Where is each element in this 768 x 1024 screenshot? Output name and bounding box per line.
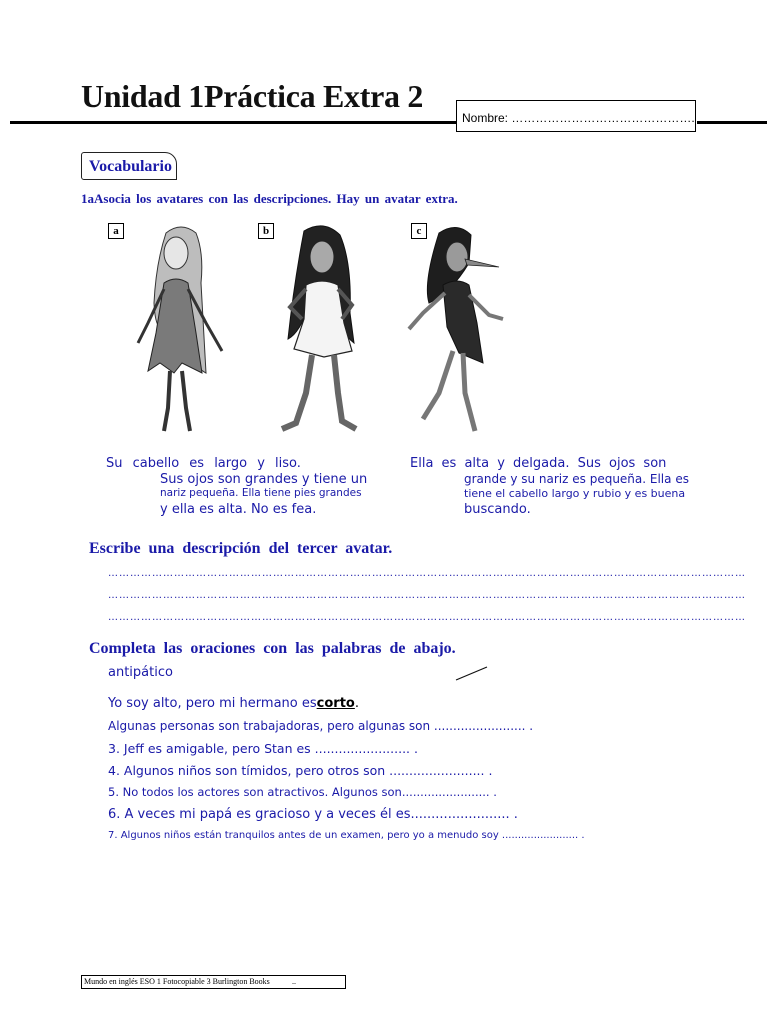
- description-right-line2: grande y su nariz es pequeña. Ella es: [464, 472, 689, 486]
- example-prefix: Yo soy alto, pero mi hermano es: [108, 696, 317, 711]
- avatar-c-illustration: [399, 223, 509, 438]
- description-right-line3: tiene el cabello largo y rubio y es buena: [464, 487, 686, 500]
- description-right-line4: buscando.: [464, 502, 531, 517]
- header-rule-right: [697, 121, 767, 124]
- section-tab-vocabulario: Vocabulario: [81, 152, 177, 180]
- sentence-2[interactable]: Algunas personas son trabajadoras, pero algunas son ........................ .: [108, 719, 534, 733]
- description-left-line1: Su cabello es largo y liso.: [106, 456, 301, 471]
- avatar-b: [258, 223, 380, 443]
- avatar-c: [411, 223, 533, 443]
- sentence-6[interactable]: 6. A veces mi papá es gracioso y a veces él es........................ .: [108, 807, 518, 822]
- sentence-4[interactable]: 4. Algunos niños son tímidos, pero otros son ........................ .: [108, 763, 493, 778]
- answer-line-2[interactable]: …………………………………………………………………………………………………………………………………………………………: [108, 590, 746, 601]
- name-field[interactable]: Nombre: ……………………………………….: [456, 100, 696, 132]
- sentence-7[interactable]: 7. Algunos niños están tranquilos antes de un examen, pero yo a menudo soy ........................ .: [108, 830, 585, 841]
- example-answer: corto: [316, 696, 355, 711]
- description-right-line1: Ella es alta y delgada. Sus ojos son: [410, 456, 667, 471]
- avatar-label-c: c: [411, 223, 427, 239]
- avatar-b-illustration: [266, 223, 376, 438]
- example-sentence: [108, 696, 359, 711]
- sentence-3[interactable]: 3. Jeff es amigable, pero Stan es ........................ .: [108, 741, 418, 756]
- answer-line-1[interactable]: …………………………………………………………………………………………………………………………………………………………: [108, 568, 746, 579]
- description-left-line3: nariz pequeña. Ella tiene pies grandes: [160, 487, 362, 499]
- description-left-line2: Sus ojos son grandes y tiene un: [160, 472, 368, 487]
- footer-text: Mundo en inglés ESO 1 Fotocopiable 3 Burlington Books: [84, 977, 270, 986]
- avatar-a: [108, 223, 230, 443]
- avatar-label-b: b: [258, 223, 274, 239]
- page-title: Unidad 1Práctica Extra 2: [81, 78, 424, 114]
- exercise-write-heading: Escribe una descripción del tercer avatar.: [89, 540, 393, 557]
- exercise-instruction: 1aAsocia los avatares con las descripciones. Hay un avatar extra.: [81, 191, 458, 206]
- footer-marks: ..: [292, 977, 296, 986]
- answer-line-3[interactable]: …………………………………………………………………………………………………………………………………………………………: [108, 612, 746, 623]
- sentence-5[interactable]: 5. No todos los actores son atractivos. Algunos son........................ .: [108, 785, 497, 799]
- avatar-label-a: a: [108, 223, 124, 239]
- word-bank: antipático: [108, 665, 173, 680]
- pen-stroke-mark: [455, 664, 489, 682]
- example-suffix: .: [354, 696, 359, 711]
- exercise-complete-heading: Completa las oraciones con las palabras de abajo.: [89, 640, 456, 657]
- header-rule-left: [10, 121, 456, 124]
- page-footer: [81, 975, 346, 989]
- avatar-a-illustration: [126, 223, 236, 438]
- description-left-line4: y ella es alta. No es fea.: [160, 502, 317, 517]
